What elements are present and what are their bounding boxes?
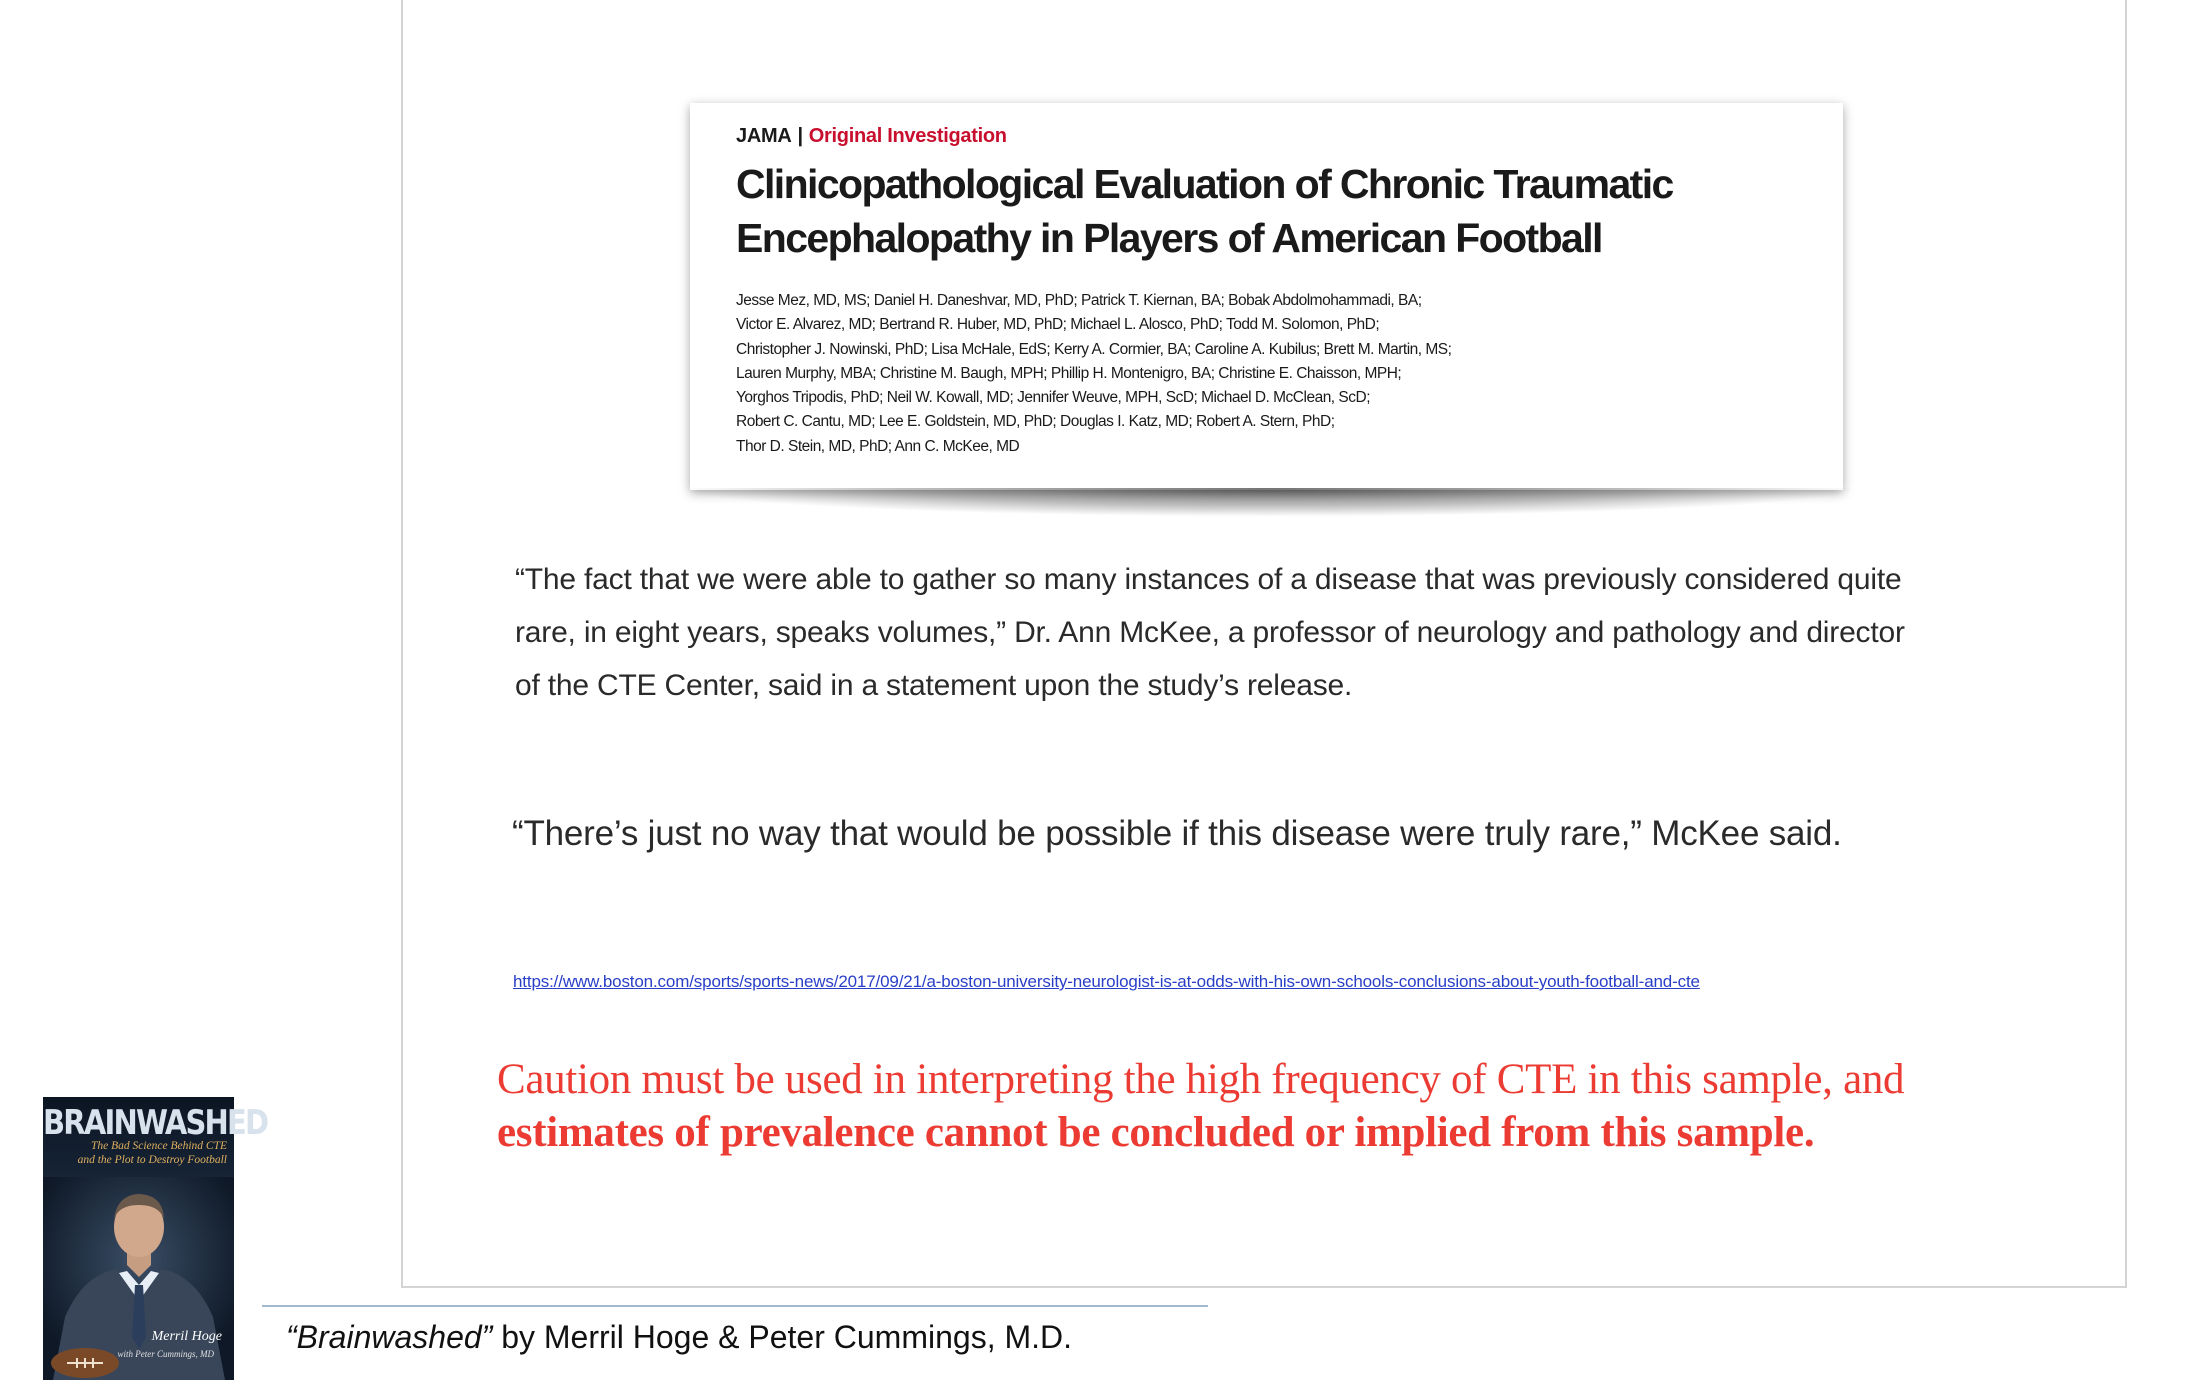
- card-drop-shadow: [690, 488, 1850, 516]
- book-cover-coauthor: with Peter Cummings, MD: [117, 1349, 214, 1359]
- book-cover-subtitle: [49, 1139, 227, 1167]
- caption-book-title: “Brainwashed”: [286, 1319, 493, 1355]
- author-line: Lauren Murphy, MBA; Christine M. Baugh, MPH; Phillip H. Montenigro, BA; Christine E. Chaisson, MPH;: [736, 364, 1402, 382]
- mckee-second-quote: “There’s just no way that would be possible if this disease were truly rare,” McKee said.: [512, 814, 1842, 853]
- author-line: Jesse Mez, MD, MS; Daniel H. Daneshvar, MD, PhD; Patrick T. Kiernan, BA; Bobak Abdolmohammadi, BA;: [736, 292, 1422, 309]
- author-line: Victor E. Alvarez, MD; Bertrand R. Huber, MD, PhD; Michael L. Alosco, PhD; Todd M. Solomon, PhD;: [736, 316, 1380, 334]
- book-subtitle-line-2: and the Plot to Destroy Football: [77, 1154, 227, 1166]
- caution-statement: [497, 1053, 2097, 1159]
- author-line: Christopher J. Nowinski, PhD; Lisa McHale, EdS; Kerry A. Cormier, BA; Caroline A. Kubilus; Brett M. Martin, MS;: [736, 340, 1452, 358]
- source-article-link[interactable]: https://www.boston.com/sports/sports-news/2017/09/21/a-boston-university-neurologist-is-at-odds-with-his-own-schools-conclusions-about-youth-football-and-cte: [513, 972, 1700, 991]
- caution-line-1: Caution must be used in interpreting the high frequency of CTE in this sample, and: [497, 1056, 1905, 1103]
- author-line: Yorghos Tripodis, PhD; Neil W. Kowall, MD; Jennifer Weuve, MPH, ScD; Michael D. McClean, ScD;: [736, 389, 1371, 407]
- header-separator: |: [797, 125, 803, 147]
- author-line: Robert C. Cantu, MD; Lee E. Goldstein, MD, PhD; Douglas I. Katz, MD; Robert A. Stern, PhD;: [736, 413, 1335, 431]
- book-cover-author: Merril Hoge: [151, 1329, 222, 1344]
- article-section-label: Original Investigation: [808, 125, 1007, 147]
- book-cover-image: [43, 1097, 268, 1380]
- journal-header: [736, 125, 1007, 148]
- book-cover-title: BRAINWASHED: [43, 1101, 268, 1143]
- caption-authors: by Merril Hoge & Peter Cummings, M.D.: [492, 1319, 1073, 1355]
- caption-divider: [262, 1305, 1208, 1307]
- author-line: Thor D. Stein, MD, PhD; Ann C. McKee, MD: [736, 437, 1020, 455]
- article-title: Clinicopathological Evaluation of Chronic Traumatic Encephalopathy in Players of American Football: [736, 161, 1673, 261]
- journal-name: JAMA: [736, 125, 792, 147]
- jama-article-header-card: [690, 103, 1843, 490]
- author-list: [736, 289, 1451, 459]
- mckee-quote-paragraph: “The fact that we were able to gather so many instances of a disease that was previously considered quite rare, in eight years, speaks volumes,” Dr. Ann McKee, a professor of neurology and pathology and director of the CTE Center, said in a statement upon the study’s release.: [515, 563, 1905, 702]
- caution-line-2: estimates of prevalence cannot be concluded or implied from this sample.: [497, 1109, 1815, 1156]
- book-caption: [286, 1319, 1072, 1356]
- book-subtitle-line-1: The Bad Science Behind CTE: [90, 1140, 227, 1152]
